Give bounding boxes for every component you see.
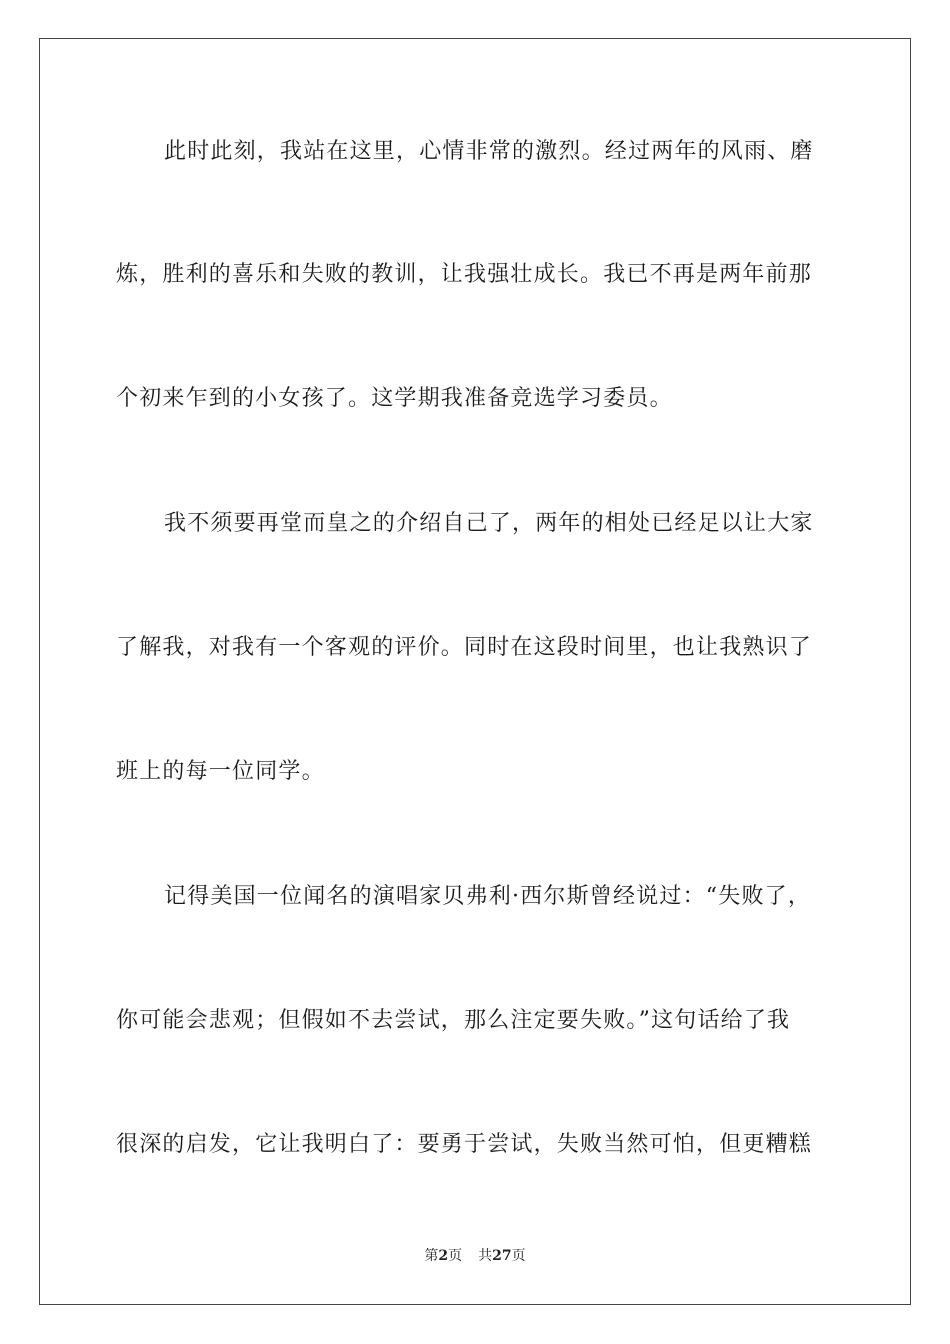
total-page-count: 27 <box>492 1248 512 1264</box>
page-prefix: 第 <box>424 1248 439 1264</box>
paragraph-3-line-3: 很深的启发，它让我明白了：要勇于尝试，失败当然可怕，但更糟糕 <box>116 1132 813 1157</box>
paragraph-2-line-1: 我不须要再堂而皇之的介绍自己了，两年的相处已经足以让大家 <box>164 511 814 536</box>
paragraph-2-line-3: 班上的每一位同学。 <box>116 759 325 784</box>
page-footer <box>0 1247 950 1265</box>
paragraph-3-line-2: 你可能会悲观；但假如不去尝试，那么注定要失败。”这句话给了我 <box>116 1008 791 1033</box>
current-page-number: 2 <box>438 1248 449 1264</box>
page-suffix: 页 <box>448 1248 463 1264</box>
paragraph-1-line-1: 此时此刻，我站在这里，心情非常的激烈。经过两年的风雨、磨 <box>164 139 814 164</box>
page-border <box>39 38 911 1305</box>
paragraph-1-line-3: 个初来乍到的小女孩了。这学期我准备竞选学习委员。 <box>116 386 673 411</box>
total-suffix: 页 <box>511 1248 526 1264</box>
total-prefix: 共 <box>478 1248 493 1264</box>
paragraph-3-line-1: 记得美国一位闻名的演唱家贝弗利·西尔斯曾经说过：“失败了， <box>164 884 812 909</box>
paragraph-1-line-2: 炼，胜利的喜乐和失败的教训，让我强壮成长。我已不再是两年前那 <box>116 262 813 287</box>
paragraph-2-line-2: 了解我，对我有一个客观的评价。同时在这段时间里，也让我熟识了 <box>116 635 813 660</box>
